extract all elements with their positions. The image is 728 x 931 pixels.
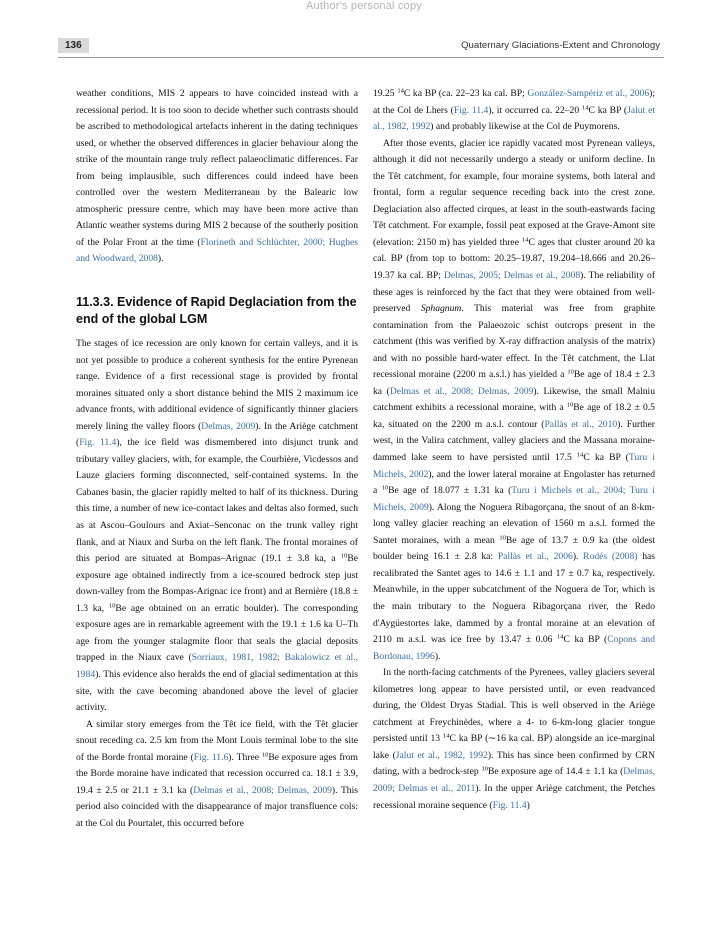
figure-link[interactable]: Fig. 11.4 xyxy=(492,799,527,811)
citation-link[interactable]: Delmas et al., 2008; Delmas, 2009 xyxy=(389,385,534,397)
citation-link[interactable]: Jalut et al., 1982, 1992 xyxy=(395,749,488,761)
citation-link[interactable]: González-Sampériz et al., 2006 xyxy=(527,88,650,99)
figure-link[interactable]: Fig. 11.4 xyxy=(453,104,489,116)
citation-link[interactable]: Pallàs et al., 2010 xyxy=(544,418,618,430)
citation-link[interactable]: Jalut et al., 1982, 1992 xyxy=(373,104,656,133)
page-header xyxy=(58,37,664,58)
citation-link[interactable]: Delmas, 2005; Delmas et al., 2008 xyxy=(443,270,581,282)
citation-link[interactable]: Copons and Bordonau, 1996 xyxy=(373,634,655,662)
watermark: Author's personal copy xyxy=(306,0,422,12)
citation-link[interactable]: Delmas, 2009 xyxy=(201,420,256,432)
paragraph: In the north-facing catchments of the Pyrenees, valley glaciers several kilometres long appear to have persisted until, or even readvanced during, the Oldest Dryas Stadial. This is well observed in the Ariège catchment at Freychinèdes, where a 4- to 6-km-long glacier tongue persisted until 13 $^{14}$C ka BP (∼16 ka cal. BP) alongside an ice-marginal lake (Jalut et al., 1982, 1992). This has since been confirmed by CRN dating, with a bedrock-step $^{10}$Be exposure age of 14.4 ± 1.1 ka (Delmas, 2009; Delmas et al., 2011). In the upper Ariège catchment, the Petches recessional moraine sequence (Fig. 11.4) xyxy=(373,667,656,811)
citation-link[interactable]: Pallàs et al., 2006 xyxy=(497,551,573,563)
figure-link[interactable]: Fig. 11.4 xyxy=(79,437,117,449)
citation-link[interactable]: Delmas, 2009; Delmas et al., 2011 xyxy=(373,766,656,794)
citation-link[interactable]: Florineth and Schlüchter, 2000; Hughes and Woodward, 2008 xyxy=(76,236,359,265)
right-column xyxy=(373,86,655,814)
left-column xyxy=(76,86,358,832)
citation-link[interactable]: Rodés (2008) xyxy=(583,551,638,563)
paragraph: A similar story emerges from the Têt ice field, with the Têt glacier snout receding ca. 2.5 km from the Mont Louis terminal lobe to the site of the Borde frontal moraine (Fig. 11.6). Three $^{10}$Be exposure ages from the Borde moraine have indicated that recession occurred ca. 18.1 ± 3.9, 19.4 ± 2.5 or 21.1 ± 3.1 ka (Delmas et al., 2008; Delmas, 2009). This period also coincided with the disappearance of major transfluence cols: at the Col du Pourtalet, this occurred before xyxy=(76,718,359,829)
citation-link[interactable]: Sorriaux, 1981, 1982; Bakalowicz et al., 1984 xyxy=(76,652,358,680)
paragraph: The stages of ice recession are only known for certain valleys, and it is not yet possible to produce a coherent synthesis for the entire Pyrenean range. Evidence of a first recessional stage is provided by frontal moraines situated only a short distance behind the MIS 2 maximum ice advance fronts, with additional evidence of significantly thinner glaciers merely lining the valley floors (Delmas, 2009). In the Ariège catchment (Fig. 11.4), the ice field was dismembered into disjunct trunk and tributary valley glaciers, with, for example, the Courbière, Vicdessos and Lauze glaciers forming disconnected, self-contained systems. In the Cabanes basin, the glacier rapidly melted to half of its thickness. During this time, a number of new ice-contact lakes and deltas also formed, such as at Ascou–Goulours and Axiat–Senconac on the trunk valley right flank, and at Niaux and Surba on the left flank. The frontal moraines of this period are situated at Bompas–Arignac (19.1 ± 3.8 ka, a $^{10}$Be exposure age obtained indirectly from a ice-scoured bedrock step just down-valley from the Bompas-Arignac ice front) and at Bernière (18.8 ± 1.3 ka, $^{10}$Be age obtained on an erratic boulder). The corresponding exposure ages are in remarkable agreement with the 19.1 ± 1.6 ka U–Th age from the younger stalagmite floor that seals the glacial deposits trapped in the Niaux cave (Sorriaux, 1981, 1982; Bakalowicz et al., 1984). This evidence also heralds the end of glacial sedimentation at this site, with the cave becoming abandoned above the level of glacier activity. xyxy=(76,338,358,714)
paragraph: After those events, glacier ice rapidly vacated most Pyrenean valleys, although it did not necessarily undergo a steady or uniform decline. In the Têt catchment, for example, four moraine systems, both lateral and frontal, form a regular sequence receding back into the crest zone. Deglaciation also affected cirques, at least in the south-eastwards facing Têt catchment. For example, fossil peat exposed at the Grave-Amont site (elevation: 2150 m) has yielded three $^{14}$C ages that cluster around 20 ka cal. BP (from top to bottom: 20.25–19.87, 19.204–18.666 and 20.26–19.37 ka cal. BP; Delmas, 2005; Delmas et al., 2008). The reliability of these ages is reinforced by the fact that they were obtained from well-preserved Sphagnum. This material was free from graphite contamination from the Palaeozoic schist outcrops present in the catchment (this was verified by X-ray diffraction analysis of the matrix) and with no possible hard-water effect. In the Têt catchment, the Llat recessional moraine (2200 m a.s.l.) has yielded a $^{10}$Be age of 18.4 ± 2.3 ka (Delmas et al., 2008; Delmas, 2009). Likewise, the small Malniu catchment exhibits a recessional moraine, with a $^{10}$Be age of 18.2 ± 0.5 ka, situated on the 2200 m a.s.l. contour (Pallàs et al., 2010). Further west, in the Valira catchment, valley glaciers and the Massana moraine-dammed lake seem to have persisted until 17.5 $^{14}$C ka BP (Turu i Michels, 2002), and the lower lateral moraine at Engolaster has returned a $^{10}$Be age of 18.077 ± 1.31 ka (Turu i Michels et al., 2004; Turu i Michels, 2009). Along the Noguera Ribagorçana, the snout of an 8-km-long valley glacier reaching an elevation of 1560 m a.s.l. formed the Santet moraines, with a mean $^{10}$Be age of 13.7 ± 0.9 ka (the oldest boulder being 16.1 ± 2.8 ka: Pallàs et al., 2006). Rodés (2008) has recalibrated the Santet ages to 14.6 ± 1.1 and 17 ± 0.7 ka, respectively. Meanwhile, in the upper subcatchment of the Noguera de Tor, which is the main tributary to the Noguera Ribagorçana river, the Redo d'Aygüestortes lake, dammed by a frontal moraine at an elevation of 2110 m a.s.l. was ice free by 13.47 ± 0.06 $^{14}$C ka BP (Copons and Bordonau, 1996). xyxy=(373,137,656,662)
figure-link[interactable]: Fig. 11.6 xyxy=(193,751,229,763)
running-head: Quaternary Glaciations-Extent and Chronology xyxy=(461,40,660,51)
section-heading: 11.3.3. Evidence of Rapid Deglaciation from the end of the global LGM xyxy=(76,295,357,327)
citation-link[interactable]: Turu i Michels et al., 2004; Turu i Michels, 2009 xyxy=(373,485,655,513)
citation-link[interactable]: Delmas et al., 2008; Delmas, 2009 xyxy=(193,784,332,796)
paragraph: weather conditions, MIS 2 appears to have coincided instead with a recessional period. It is too soon to decide whether such contrasts should be ascribed to methodological artefacts inherent in the dating techniques used, or whether the observed differences in glacier behaviour along the strike of the mountain range truly reflect palaeoclimatic differences. Far from being implausible, such differences could indeed have been controlled over the western Mediterranean by the Balearic low atmospheric pressure centre, which may have been more active than Atlantic weather systems during MIS 2 because of the southerly position of the Polar Front at the time (Florineth and Schlüchter, 2000; Hughes and Woodward, 2008). xyxy=(76,88,359,265)
paragraph: 19.25 $^{14}$C ka BP (ca. 22–23 ka cal. BP; González-Sampériz et al., 2006); at the Col de Lhers (Fig. 11.4), it occurred ca. 22–20 $^{14}$C ka BP (Jalut et al., 1982, 1992) and probably likewise at the Col de Puymorens. xyxy=(373,87,656,133)
citation-link[interactable]: Turu i Michels, 2002 xyxy=(373,452,655,480)
page-number: 136 xyxy=(58,38,89,53)
